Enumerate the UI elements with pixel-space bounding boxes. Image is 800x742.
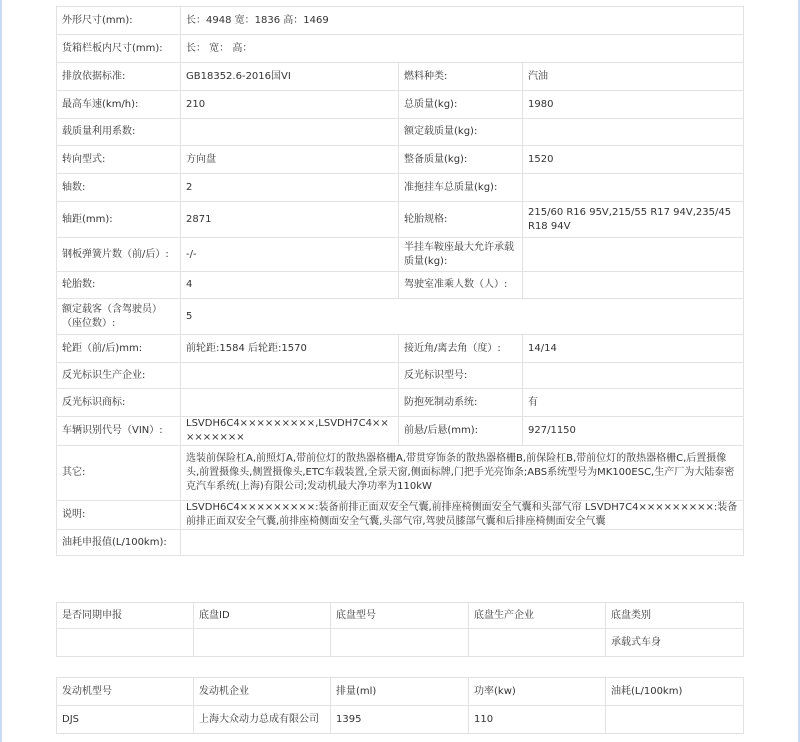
spec-label: 接近角/离去角（度）: xyxy=(399,335,523,363)
spec-value xyxy=(181,530,744,556)
engine-cell: 1395 xyxy=(331,706,469,734)
spec-label: 轴数: xyxy=(57,174,181,202)
spec-value xyxy=(181,119,399,146)
spec-label: 燃料种类: xyxy=(399,63,523,91)
spec-value xyxy=(523,238,744,272)
chassis-cell xyxy=(194,629,331,657)
chassis-cell xyxy=(57,629,194,657)
spec-label: 载质量利用系数: xyxy=(57,119,181,146)
spec-label: 半挂车鞍座最大允许承载质量(kg): xyxy=(399,238,523,272)
spec-value: 2871 xyxy=(181,202,399,238)
spec-value xyxy=(523,272,744,299)
spec-row xyxy=(57,417,744,446)
engine-header-cell: 发动机企业 xyxy=(194,678,331,706)
spec-value: LSVDH6C4×××××××××,LSVDH7C4××××××××× xyxy=(181,417,399,446)
spec-label: 车辆识别代号（VIN）: xyxy=(57,417,181,446)
spec-value: 210 xyxy=(181,91,399,119)
spec-label: 轮胎规格: xyxy=(399,202,523,238)
spec-label: 钢板弹簧片数（前/后）: xyxy=(57,238,181,272)
spec-label: 反光标识商标: xyxy=(57,389,181,417)
spec-value: 4 xyxy=(181,272,399,299)
engine-header-row xyxy=(57,678,744,706)
chassis-header-cell: 底盘生产企业 xyxy=(469,603,606,629)
chassis-cell xyxy=(469,629,606,657)
vehicle-spec-table xyxy=(56,6,744,556)
spec-value: 选装前保险杠A,前照灯A,带前位灯的散热器格栅A,带贯穿饰条的散热器格栅B,前保险杠B,带前位灯的散热器格栅C,后置摄像头,前置摄像头,侧置摄像头,ETC车载装置,全景天窗,侧面标牌,门把手光亮饰条;ABS系统型号为MK100ESC,生产厂为大陆泰密克汽车系统(上海)有限公司;发动机最大净功率为110kW xyxy=(181,446,744,501)
spec-value: 有 xyxy=(523,389,744,417)
spec-label: 反光标识型号: xyxy=(399,363,523,389)
spec-label: 排放依据标准: xyxy=(57,63,181,91)
spec-label: 驾驶室准乘人数（人）: xyxy=(399,272,523,299)
spec-label: 最高车速(km/h): xyxy=(57,91,181,119)
engine-table xyxy=(56,677,744,734)
engine-header-cell: 发动机型号 xyxy=(57,678,194,706)
spec-value xyxy=(523,174,744,202)
chassis-header-cell: 底盘ID xyxy=(194,603,331,629)
spec-value: -/- xyxy=(181,238,399,272)
spec-label: 外形尺寸(mm): xyxy=(57,7,181,35)
spec-row xyxy=(57,35,744,63)
spec-row xyxy=(57,272,744,299)
spec-value xyxy=(181,363,399,389)
spec-row xyxy=(57,202,744,238)
spec-value: 长： 宽： 高： xyxy=(181,35,744,63)
engine-cell: DJS xyxy=(57,706,194,734)
engine-data-row xyxy=(57,706,744,734)
engine-header-cell: 油耗(L/100km) xyxy=(606,678,744,706)
spec-value xyxy=(523,363,744,389)
spec-label: 准拖挂车总质量(kg): xyxy=(399,174,523,202)
engine-cell: 上海大众动力总成有限公司 xyxy=(194,706,331,734)
spec-value: 前轮距:1584 后轮距:1570 xyxy=(181,335,399,363)
chassis-cell: 承载式车身 xyxy=(606,629,744,657)
chassis-header-cell: 是否同期申报 xyxy=(57,603,194,629)
spec-row xyxy=(57,63,744,91)
spec-row xyxy=(57,501,744,530)
spec-label: 转向型式: xyxy=(57,146,181,174)
spec-label: 额定载质量(kg): xyxy=(399,119,523,146)
spec-value: 方向盘 xyxy=(181,146,399,174)
spec-row xyxy=(57,389,744,417)
spec-value: 5 xyxy=(181,299,744,335)
chassis-data-row xyxy=(57,629,744,657)
spec-label: 轮胎数: xyxy=(57,272,181,299)
spec-value: 1520 xyxy=(523,146,744,174)
spec-row xyxy=(57,446,744,501)
spec-value xyxy=(181,389,399,417)
chassis-header-cell: 底盘类别 xyxy=(606,603,744,629)
page-frame-left xyxy=(0,0,2,742)
spec-label: 总质量(kg): xyxy=(399,91,523,119)
spec-value: 14/14 xyxy=(523,335,744,363)
chassis-table xyxy=(56,602,744,657)
spec-value: 2 xyxy=(181,174,399,202)
spec-label: 油耗申报值(L/100km): xyxy=(57,530,181,556)
spec-value: 1980 xyxy=(523,91,744,119)
spec-value: GB18352.6-2016国VI xyxy=(181,63,399,91)
spec-row xyxy=(57,174,744,202)
spec-row xyxy=(57,146,744,174)
spec-value: 长：4948 宽：1836 高：1469 xyxy=(181,7,744,35)
spec-row xyxy=(57,91,744,119)
spec-label: 前悬/后悬(mm): xyxy=(399,417,523,446)
chassis-header-row xyxy=(57,603,744,629)
spec-value: 927/1150 xyxy=(523,417,744,446)
engine-header-cell: 排量(ml) xyxy=(331,678,469,706)
chassis-header-cell: 底盘型号 xyxy=(331,603,469,629)
spec-label: 说明: xyxy=(57,501,181,530)
spec-value: 215/60 R16 95V,215/55 R17 94V,235/45 R18 94V xyxy=(523,202,744,238)
spec-label: 防抱死制动系统: xyxy=(399,389,523,417)
spec-row xyxy=(57,238,744,272)
spec-row xyxy=(57,299,744,335)
spec-label: 轴距(mm): xyxy=(57,202,181,238)
spec-value: 汽油 xyxy=(523,63,744,91)
engine-cell: 110 xyxy=(469,706,606,734)
spec-row xyxy=(57,363,744,389)
spec-label: 其它: xyxy=(57,446,181,501)
spec-label: 反光标识生产企业: xyxy=(57,363,181,389)
engine-cell xyxy=(606,706,744,734)
spec-label: 额定载客（含驾驶员）（座位数）: xyxy=(57,299,181,335)
chassis-cell xyxy=(331,629,469,657)
spec-value: LSVDH6C4×××××××××:装备前排正面双安全气囊,前排座椅侧面安全气囊和头部气帘 LSVDH7C4×××××××××:装备前排正面双安全气囊,前排座椅侧面安全气囊,头部气帘,驾驶员膝部气囊和后排座椅侧面安全气囊 xyxy=(181,501,744,530)
spec-row xyxy=(57,335,744,363)
spec-label: 整备质量(kg): xyxy=(399,146,523,174)
spec-label: 货箱栏板内尺寸(mm): xyxy=(57,35,181,63)
spec-value xyxy=(523,119,744,146)
spec-label: 轮距（前/后)mm: xyxy=(57,335,181,363)
spec-row xyxy=(57,530,744,556)
spec-row xyxy=(57,7,744,35)
engine-header-cell: 功率(kw) xyxy=(469,678,606,706)
spec-row xyxy=(57,119,744,146)
